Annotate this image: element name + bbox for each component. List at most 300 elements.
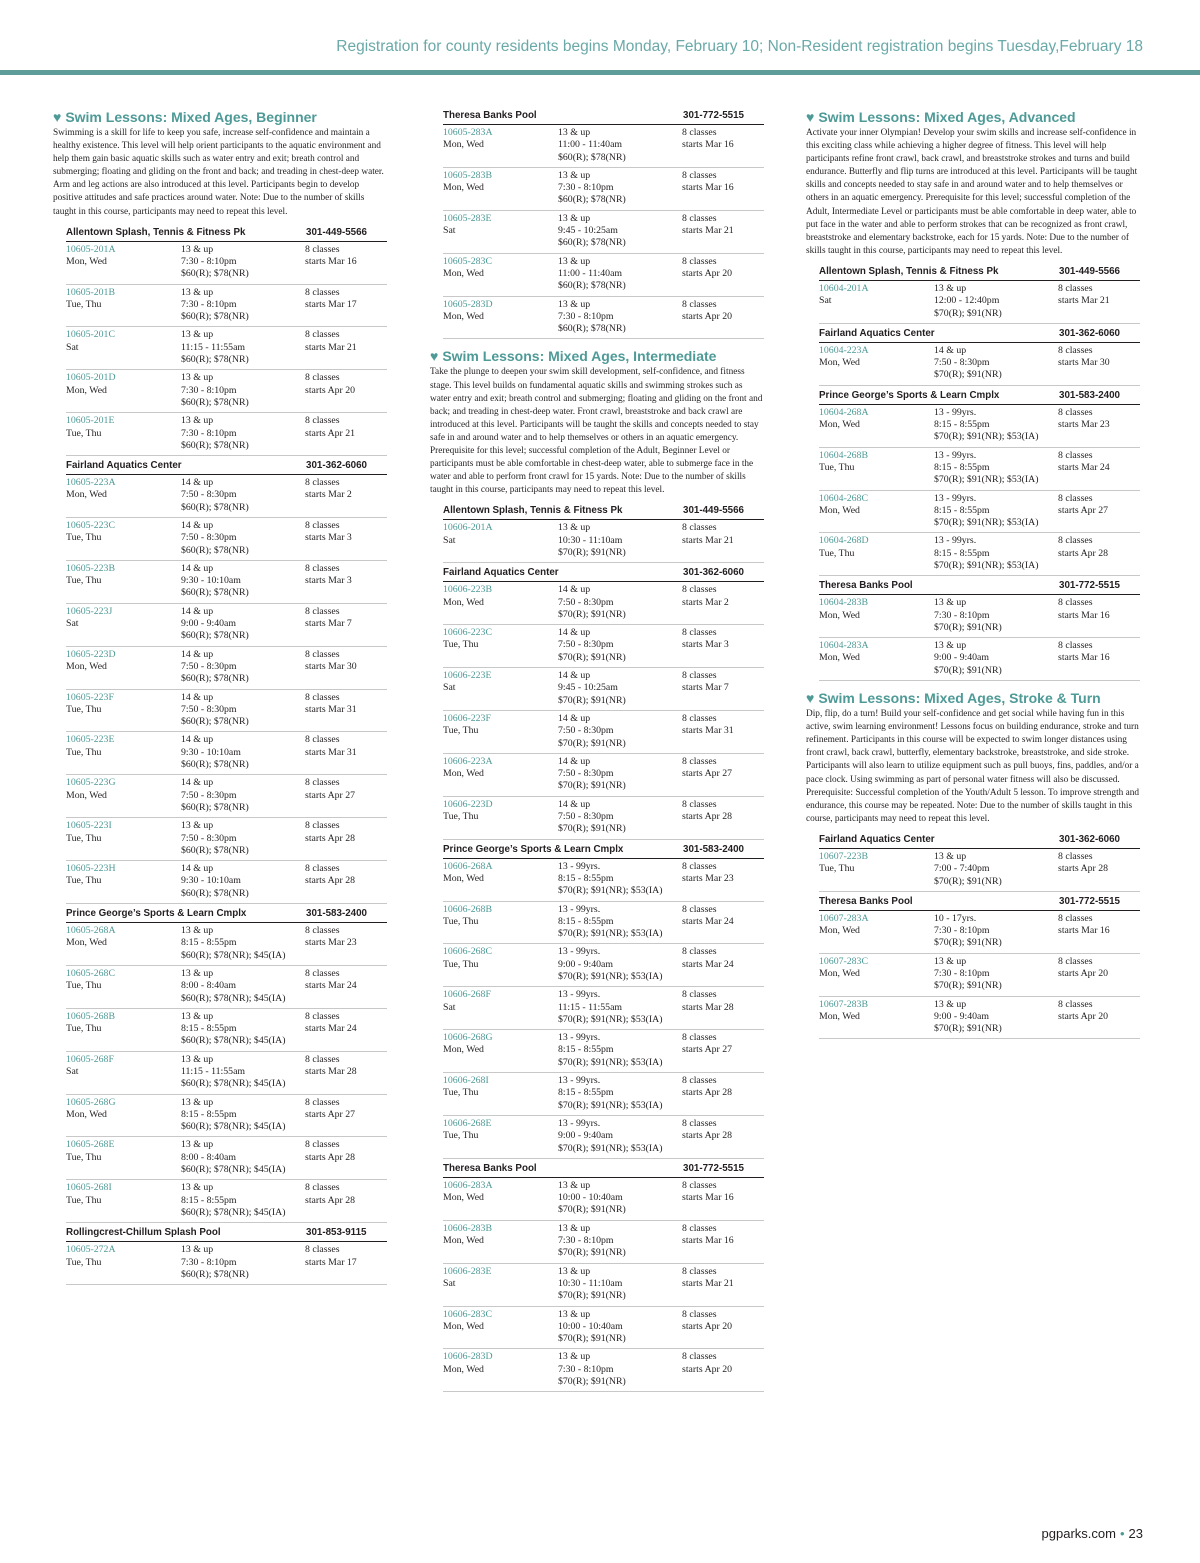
- class-time: 7:50 - 8:30pm: [934, 357, 990, 369]
- location-phone: 301-362-6060: [306, 460, 368, 472]
- location-phone: 301-449-5566: [683, 505, 745, 517]
- class-age: 13 & up: [181, 243, 214, 255]
- class-code: 10604-268A: [819, 406, 869, 418]
- class-spacer: [819, 1023, 934, 1035]
- location-name: Theresa Banks Pool: [819, 895, 913, 907]
- class-fee: $70(R); $91(NR); $53(IA): [934, 474, 1039, 486]
- class-spacer: [66, 950, 181, 962]
- class-code: 10604-223A: [819, 344, 869, 356]
- class-row: [819, 595, 1140, 638]
- class-spacer: [443, 609, 558, 621]
- class-time: 8:15 - 8:55pm: [181, 937, 237, 949]
- class-age: 13 - 99yrs.: [558, 1075, 601, 1087]
- class-days: Mon, Wed: [443, 768, 484, 780]
- class-row: [443, 668, 764, 711]
- class-age: 13 & up: [181, 1096, 214, 1108]
- class-age: 14 & up: [181, 777, 214, 789]
- class-row: [443, 1178, 764, 1221]
- location-name: Allentown Splash, Tennis & Fitness Pk: [66, 226, 246, 238]
- location-phone: 301-362-6060: [1059, 833, 1121, 845]
- page-footer: [1042, 1526, 1143, 1541]
- class-code: 10607-283A: [819, 912, 869, 924]
- class-count: 8 classes: [1058, 640, 1093, 652]
- class-spacer: [66, 1164, 181, 1176]
- class-age: 13 & up: [181, 1182, 214, 1194]
- class-count: 8 classes: [682, 1265, 717, 1277]
- class-spacer: [819, 937, 934, 949]
- class-fee: $70(R); $91(NR); $53(IA): [558, 928, 663, 940]
- class-fee: $60(R); $78(NR): [181, 501, 249, 513]
- class-fee: $60(R); $78(NR): [181, 311, 249, 323]
- class-fee: $60(R); $78(NR): [558, 280, 626, 292]
- class-time: 10:00 - 10:40am: [558, 1320, 623, 1332]
- location-name: Prince George’s Sports & Learn Cmplx: [443, 843, 624, 855]
- class-days: Tue, Thu: [819, 863, 855, 875]
- class-days: Mon, Wed: [819, 609, 860, 621]
- class-days: Tue, Thu: [66, 1023, 102, 1035]
- class-code: 10605-283E: [443, 212, 492, 224]
- class-age: 13 & up: [934, 850, 967, 862]
- class-time: 9:00 - 9:40am: [934, 652, 989, 664]
- class-spacer: [443, 547, 558, 559]
- class-days: Mon, Wed: [66, 1108, 107, 1120]
- class-row: [66, 1180, 387, 1223]
- class-age: 13 & up: [558, 1308, 591, 1320]
- class-row: [443, 987, 764, 1030]
- class-start: starts Mar 28: [682, 1001, 734, 1013]
- class-fee: $70(R); $91(NR): [934, 621, 1002, 633]
- class-code: 10605-223H: [66, 863, 116, 875]
- class-age: 13 & up: [934, 597, 967, 609]
- class-age: 13 & up: [558, 1265, 591, 1277]
- class-age: 13 & up: [181, 372, 214, 384]
- class-spacer: [443, 1290, 558, 1302]
- location-block: [443, 840, 764, 1159]
- class-start: starts Mar 24: [1058, 461, 1110, 473]
- class-fee: $60(R); $78(NR): [181, 844, 249, 856]
- class-count: 8 classes: [1058, 850, 1093, 862]
- class-days: Sat: [443, 682, 456, 694]
- class-start: starts Apr 20: [682, 310, 733, 322]
- class-spacer: [66, 673, 181, 685]
- class-time: 7:50 - 8:30pm: [181, 703, 237, 715]
- class-age: 13 & up: [181, 1244, 214, 1256]
- class-count: 8 classes: [305, 1010, 340, 1022]
- class-row: [443, 859, 764, 902]
- class-code: 10606-268E: [443, 1117, 492, 1129]
- class-time: 7:50 - 8:30pm: [558, 768, 614, 780]
- class-code: 10605-268F: [66, 1053, 114, 1065]
- class-count: 8 classes: [682, 1222, 717, 1234]
- class-spacer: [66, 545, 181, 557]
- class-fee: $70(R); $91(NR): [558, 1247, 626, 1259]
- class-time: 10:00 - 10:40am: [558, 1192, 623, 1204]
- class-fee: $60(R); $78(NR); $45(IA): [181, 1164, 286, 1176]
- class-fee: $60(R); $78(NR); $45(IA): [181, 1121, 286, 1133]
- class-fee: $70(R); $91(NR): [558, 608, 626, 620]
- class-days: Mon, Wed: [443, 596, 484, 608]
- class-row: [819, 448, 1140, 491]
- class-count: 8 classes: [305, 1139, 340, 1151]
- class-age: 13 - 99yrs.: [934, 535, 977, 547]
- class-count: 8 classes: [1058, 449, 1093, 461]
- class-code: 10605-201B: [66, 286, 115, 298]
- class-start: starts Apr 28: [682, 1130, 733, 1142]
- location-phone: 301-362-6060: [683, 567, 745, 579]
- class-row: [819, 405, 1140, 448]
- class-days: Sat: [443, 1277, 456, 1289]
- location-name: Theresa Banks Pool: [443, 1162, 537, 1174]
- class-start: starts Mar 23: [305, 937, 357, 949]
- class-age: 13 & up: [181, 1139, 214, 1151]
- class-row: [443, 125, 764, 168]
- class-age: 14 & up: [558, 755, 591, 767]
- class-age: 14 & up: [181, 477, 214, 489]
- class-fee: $70(R); $91(NR); $53(IA): [934, 517, 1039, 529]
- class-start: starts Apr 20: [305, 384, 356, 396]
- class-count: 8 classes: [305, 648, 340, 660]
- class-spacer: [819, 876, 934, 888]
- class-fee: $60(R); $78(NR): [181, 544, 249, 556]
- class-count: 8 classes: [305, 1053, 340, 1065]
- location-header: [443, 563, 764, 582]
- class-days: Tue, Thu: [443, 1087, 479, 1099]
- class-row: [66, 1052, 387, 1095]
- class-row: [443, 1307, 764, 1350]
- class-start: starts Mar 24: [682, 958, 734, 970]
- class-row: [819, 849, 1140, 892]
- heart-icon: ♥: [53, 109, 62, 125]
- class-time: 11:00 - 11:40am: [558, 267, 623, 279]
- class-days: Tue, Thu: [66, 532, 102, 544]
- class-time: 7:50 - 8:30pm: [181, 832, 237, 844]
- class-age: 14 & up: [181, 562, 214, 574]
- class-time: 8:15 - 8:55pm: [181, 1194, 237, 1206]
- class-days: Tue, Thu: [66, 427, 102, 439]
- column-1: [53, 106, 387, 1293]
- class-start: starts Apr 27: [682, 768, 733, 780]
- location-phone: 301-853-9115: [306, 1227, 367, 1239]
- class-days: Mon, Wed: [443, 1044, 484, 1056]
- class-start: starts Mar 23: [682, 872, 734, 884]
- class-days: Mon, Wed: [66, 660, 107, 672]
- class-code: 10606-201A: [443, 522, 493, 534]
- class-code: 10606-268F: [443, 989, 491, 1001]
- class-row: [443, 797, 764, 840]
- class-start: starts Apr 27: [305, 789, 356, 801]
- class-code: 10606-223A: [443, 755, 493, 767]
- class-row: [443, 254, 764, 297]
- class-code: 10606-268I: [443, 1075, 489, 1087]
- class-count: 8 classes: [682, 255, 717, 267]
- class-start: starts Apr 28: [305, 1194, 356, 1206]
- class-time: 7:30 - 8:10pm: [934, 925, 990, 937]
- class-start: starts Mar 16: [1058, 652, 1110, 664]
- column-2: [430, 106, 764, 1400]
- class-age: 13 & up: [934, 955, 967, 967]
- class-time: 7:50 - 8:30pm: [558, 639, 614, 651]
- location-block: [66, 904, 387, 1223]
- location-name: Theresa Banks Pool: [819, 580, 913, 592]
- class-spacer: [443, 1376, 558, 1388]
- class-time: 7:30 - 8:10pm: [934, 609, 990, 621]
- class-row: [443, 297, 764, 340]
- class-days: Mon, Wed: [819, 1010, 860, 1022]
- class-age: 13 & up: [181, 286, 214, 298]
- class-count: 8 classes: [1058, 406, 1093, 418]
- class-row: [443, 520, 764, 563]
- class-age: 13 & up: [181, 925, 214, 937]
- class-days: Mon, Wed: [66, 384, 107, 396]
- class-fee: $70(R); $91(NR); $53(IA): [558, 971, 663, 982]
- class-fee: $70(R); $91(NR); $53(IA): [558, 1056, 663, 1068]
- class-count: 8 classes: [1058, 344, 1093, 356]
- class-age: 13 - 99yrs.: [558, 989, 601, 1001]
- class-count: 8 classes: [305, 777, 340, 789]
- class-spacer: [443, 971, 558, 983]
- class-code: 10605-283D: [443, 298, 493, 310]
- class-days: Tue, Thu: [819, 547, 855, 559]
- class-time: 9:00 - 9:40am: [558, 1130, 613, 1142]
- class-days: Tue, Thu: [66, 703, 102, 715]
- class-fee: $70(R); $91(NR): [558, 1204, 626, 1216]
- class-start: starts Apr 20: [682, 267, 733, 279]
- class-time: 10:30 - 11:10am: [558, 1277, 623, 1289]
- class-row: [66, 818, 387, 861]
- class-start: starts Mar 17: [305, 1256, 357, 1268]
- course-section: [806, 108, 1140, 681]
- class-start: starts Mar 16: [682, 182, 734, 194]
- class-start: starts Apr 20: [682, 1320, 733, 1332]
- class-days: Mon, Wed: [443, 1363, 484, 1375]
- class-time: 9:30 - 10:10am: [181, 875, 241, 887]
- class-code: 10606-283E: [443, 1265, 492, 1277]
- class-row: [66, 690, 387, 733]
- heart-icon: ♥: [806, 690, 815, 707]
- class-code: 10605-268B: [66, 1010, 115, 1022]
- class-age: 14 & up: [558, 670, 591, 682]
- class-age: 13 - 99yrs.: [934, 449, 977, 461]
- class-count: 8 classes: [682, 1351, 717, 1363]
- class-code: 10605-223D: [66, 648, 116, 660]
- class-days: Mon, Wed: [819, 967, 860, 979]
- class-days: Tue, Thu: [66, 832, 102, 844]
- class-count: 8 classes: [682, 1117, 717, 1129]
- class-spacer: [443, 695, 558, 707]
- class-start: starts Apr 28: [305, 1151, 356, 1163]
- class-fee: $70(R); $91(NR): [558, 694, 626, 706]
- class-age: 13 & up: [558, 127, 591, 138]
- location-name: Allentown Splash, Tennis & Fitness Pk: [819, 265, 999, 277]
- class-fee: $70(R); $91(NR): [558, 651, 626, 663]
- class-count: 8 classes: [682, 798, 717, 810]
- class-spacer: [443, 323, 558, 335]
- class-code: 10605-201C: [66, 329, 115, 341]
- class-spacer: [443, 1143, 558, 1155]
- class-fee: $60(R); $78(NR); $45(IA): [181, 1206, 286, 1218]
- class-fee: $60(R); $78(NR); $45(IA): [181, 1035, 286, 1047]
- class-count: 8 classes: [682, 903, 717, 915]
- page-header: Registration for county residents begins Monday, February 10; Non-Resident registration begins Tuesday,February 18: [336, 38, 1143, 55]
- class-row: [819, 491, 1140, 534]
- class-count: 8 classes: [682, 584, 717, 596]
- class-code: 10605-201D: [66, 372, 116, 384]
- class-code: 10606-223D: [443, 798, 493, 810]
- class-fee: $60(R); $78(NR): [558, 323, 626, 335]
- class-count: 8 classes: [1058, 535, 1093, 547]
- class-time: 7:30 - 8:10pm: [558, 310, 614, 322]
- class-start: starts Mar 21: [305, 341, 357, 353]
- class-days: Mon, Wed: [66, 489, 107, 501]
- class-start: starts Mar 2: [305, 489, 352, 501]
- class-count: 8 classes: [682, 670, 717, 682]
- location-header: [819, 324, 1140, 343]
- class-days: Mon, Wed: [819, 925, 860, 937]
- class-start: starts Mar 24: [682, 915, 734, 927]
- class-count: 8 classes: [682, 712, 717, 724]
- class-days: Sat: [443, 1001, 456, 1013]
- class-fee: $60(R); $78(NR): [181, 759, 249, 771]
- class-spacer: [443, 885, 558, 897]
- class-start: starts Mar 30: [305, 660, 357, 672]
- location-header: [66, 904, 387, 923]
- class-fee: $70(R); $91(NR); $53(IA): [934, 559, 1039, 571]
- class-spacer: [66, 587, 181, 599]
- class-start: starts Mar 31: [305, 703, 357, 715]
- footer-separator: •: [1119, 1526, 1125, 1541]
- class-count: 8 classes: [305, 286, 340, 298]
- class-fee: $70(R); $91(NR): [934, 875, 1002, 887]
- class-fee: $70(R); $91(NR): [934, 369, 1002, 381]
- class-spacer: [819, 308, 934, 320]
- class-days: Tue, Thu: [443, 811, 479, 823]
- class-days: Sat: [66, 341, 79, 353]
- class-fee: $60(R); $78(NR): [558, 194, 626, 206]
- class-code: 10606-283C: [443, 1308, 492, 1320]
- class-count: 8 classes: [682, 212, 717, 224]
- class-fee: $60(R); $78(NR); $45(IA): [181, 949, 286, 961]
- class-start: starts Mar 16: [682, 1192, 734, 1204]
- class-spacer: [443, 152, 558, 164]
- class-fee: $70(R); $91(NR): [558, 1333, 626, 1345]
- course-section: [53, 108, 387, 1285]
- location-name: Fairland Aquatics Center: [819, 327, 935, 339]
- class-spacer: [819, 560, 934, 572]
- class-start: starts Apr 21: [305, 427, 356, 439]
- class-spacer: [66, 502, 181, 514]
- class-time: 9:30 - 10:10am: [181, 746, 241, 758]
- class-days: Sat: [443, 534, 456, 546]
- class-time: 9:30 - 10:10am: [181, 575, 241, 587]
- class-start: starts Mar 16: [682, 1235, 734, 1247]
- class-spacer: [443, 652, 558, 664]
- class-spacer: [819, 369, 934, 381]
- class-days: Mon, Wed: [819, 504, 860, 516]
- location-phone: 301-772-5515: [683, 1162, 745, 1174]
- location-name: Fairland Aquatics Center: [66, 460, 182, 472]
- class-code: 10606-268G: [443, 1032, 493, 1044]
- class-days: Tue, Thu: [66, 980, 102, 992]
- heart-icon: ♥: [430, 348, 439, 365]
- class-age: 13 & up: [558, 212, 591, 224]
- class-start: starts Mar 7: [682, 682, 729, 694]
- class-days: Tue, Thu: [819, 461, 855, 473]
- class-age: 13 & up: [181, 967, 214, 979]
- class-age: 13 - 99yrs.: [558, 860, 601, 872]
- class-time: 8:15 - 8:55pm: [558, 872, 614, 884]
- class-spacer: [66, 311, 181, 323]
- class-age: 13 & up: [934, 282, 967, 294]
- class-fee: $70(R); $91(NR); $53(IA): [558, 1142, 663, 1154]
- location-block: [443, 501, 764, 563]
- class-row: [66, 327, 387, 370]
- class-days: Mon, Wed: [443, 182, 484, 194]
- location-header: [66, 223, 387, 242]
- class-code: 10605-223B: [66, 562, 115, 574]
- class-time: 7:30 - 8:10pm: [558, 1235, 614, 1247]
- class-count: 8 classes: [1058, 282, 1093, 294]
- class-code: 10606-268A: [443, 860, 493, 872]
- section-title: [806, 108, 1140, 126]
- class-row: [819, 954, 1140, 997]
- section-description: Dip, flip, do a turn! Build your self-confidence and get social while having fun in this active, swim learning environment! Lessons focus on building endurance, stroke and turn refinement. Participants in this course will be expected to swim longer distances using front crawl, back crawl, butterfly, elementary backstroke, breaststroke, and side stroke. Participants will also learn to utilize equipment such as pull buoys, fins, paddles, and/or a pace clock. Using swimming as part of personal water fitness will also be discussed. Prerequisite: Successful completion of the Youth/Adult 5 lesson. To improve strength and endurance, this course may be repeated. Note: Due to the number of skills taught in this course, participants may need to repeat this level.: [806, 709, 1140, 824]
- class-start: starts Mar 23: [1058, 419, 1110, 431]
- class-fee: $60(R); $78(NR): [181, 354, 249, 366]
- class-row: [819, 343, 1140, 386]
- class-days: Mon, Wed: [66, 255, 107, 267]
- class-count: 8 classes: [682, 298, 717, 310]
- class-days: Tue, Thu: [443, 725, 479, 737]
- class-spacer: [443, 823, 558, 835]
- class-time: 7:00 - 7:40pm: [934, 863, 990, 875]
- location-block: [819, 262, 1140, 324]
- class-time: 8:15 - 8:55pm: [558, 1087, 614, 1099]
- class-fee: $70(R); $91(NR): [934, 980, 1002, 992]
- class-row: [66, 370, 387, 413]
- class-row: [66, 647, 387, 690]
- class-count: 8 classes: [682, 989, 717, 1001]
- location-block: [443, 1159, 764, 1392]
- class-row: [819, 911, 1140, 954]
- class-row: [66, 966, 387, 1009]
- class-fee: $60(R); $78(NR): [181, 716, 249, 728]
- class-fee: $60(R); $78(NR): [558, 237, 626, 249]
- location-header: [819, 576, 1140, 595]
- location-name: Fairland Aquatics Center: [819, 833, 935, 845]
- class-row: [443, 1073, 764, 1116]
- class-count: 8 classes: [682, 1308, 717, 1320]
- class-row: [66, 561, 387, 604]
- class-start: starts Apr 20: [1058, 967, 1109, 979]
- class-fee: $60(R); $78(NR): [181, 587, 249, 599]
- class-spacer: [443, 237, 558, 249]
- class-code: 10606-283B: [443, 1222, 492, 1234]
- class-time: 9:00 - 9:40am: [181, 618, 236, 630]
- class-fee: $60(R); $78(NR): [181, 1268, 249, 1280]
- section-title: [53, 108, 387, 126]
- class-days: Tue, Thu: [66, 1256, 102, 1268]
- class-age: 13 - 99yrs.: [558, 946, 601, 958]
- class-count: 8 classes: [305, 1096, 340, 1108]
- class-row: [443, 1221, 764, 1264]
- location-block: [66, 1223, 387, 1285]
- class-spacer: [819, 622, 934, 634]
- class-row: [66, 604, 387, 647]
- location-block: [819, 386, 1140, 577]
- class-spacer: [66, 993, 181, 1005]
- class-fee: $60(R); $78(NR): [181, 887, 249, 899]
- class-fee: $70(R); $91(NR); $53(IA): [558, 885, 663, 897]
